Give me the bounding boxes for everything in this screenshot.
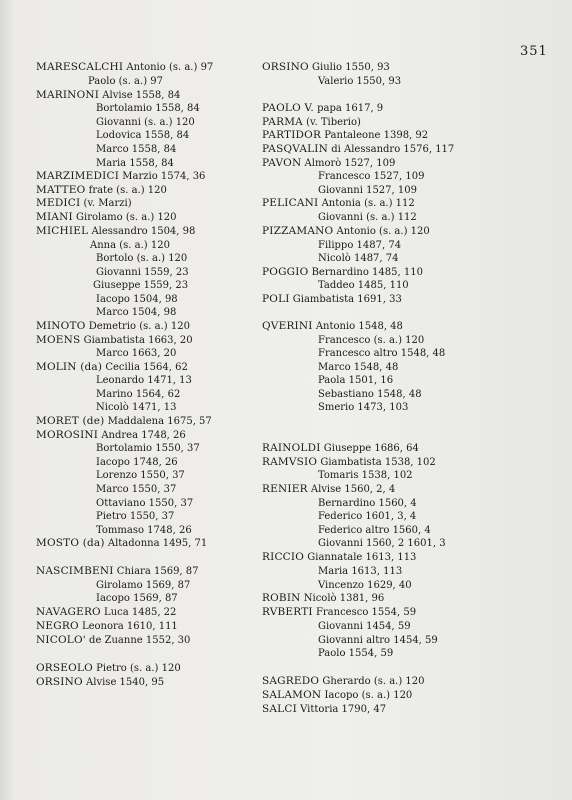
entry-detail: Giannatale 1613, 113 [304,552,417,563]
entry-surname: PAOLO V. [262,102,314,114]
entry-detail: Andrea 1748, 26 [98,430,186,441]
entry-detail: Nicolò 1471, 13 [96,402,177,413]
entry-detail: Giovanni altro 1454, 59 [318,635,438,646]
right-index-entry [318,279,409,292]
right-index-entry [262,442,419,455]
right-index-entry [318,634,438,647]
entry-surname: ROBIN [262,592,301,604]
entry-surname: RICCIO [262,551,305,563]
entry-detail: Francesco (s. a.) 120 [318,335,425,346]
entry-detail: Bortolamio 1550, 37 [96,443,200,454]
right-index-entry [262,689,412,702]
right-index-entry [318,537,446,550]
entry-detail: Iacopo 1504, 98 [96,294,178,305]
entry-detail: Alvise 1558, 84 [99,90,181,101]
entry-detail: Antonio (s. a.) 97 [123,62,214,73]
entry-detail: Marco 1663, 20 [96,348,177,359]
right-index-entry [318,347,445,360]
entry-surname: RAINOLDI [262,442,321,454]
entry-surname: POGGIO [262,266,309,278]
entry-detail: Sebastiano 1548, 48 [318,389,422,400]
entry-detail: Anna (s. a.) 120 [90,240,170,251]
entry-detail: Pietro 1550, 37 [96,511,175,522]
entry-surname: ORSEOLO [36,662,93,674]
entry-surname: MOROSINI [36,429,99,441]
right-index-entry [262,102,383,115]
entry-detail: Giulio 1550, 93 [308,62,390,73]
entry-detail: Marino 1564, 62 [96,389,181,400]
page-number: 351 [520,44,548,59]
entry-surname: QVERINI [262,320,313,332]
entry-detail: Marco 1504, 98 [96,307,177,318]
entry-detail: Lodovica 1558, 84 [96,130,190,141]
entry-detail: Bernardino 1485, 110 [308,267,423,278]
entry-detail: Lorenzo 1550, 37 [96,470,185,481]
right-index-entry [318,252,399,265]
right-index-entry [318,401,408,414]
right-index-entry [262,320,403,333]
entry-detail: Bortolo (s. a.) 120 [96,253,188,264]
entry-detail: Marzio 1574, 36 [119,171,206,182]
entry-detail: Demetrio (s. a.) 120 [85,321,190,332]
entry-detail: Pantaleone 1398, 92 [321,130,429,141]
entry-detail: Smerio 1473, 103 [318,402,409,413]
right-index-entry [318,211,417,224]
entry-detail: Iacopo (s. a.) 120 [321,690,413,701]
entry-detail: Altadonna 1495, 71 [104,538,208,549]
entry-detail: Ottaviano 1550, 37 [96,498,194,509]
entry-detail: Paola 1501, 16 [318,375,394,386]
entry-detail: Giovanni 1560, 2 1601, 3 [318,538,446,549]
right-index-entry [262,675,425,688]
entry-detail: Giambatista 1538, 102 [317,457,436,468]
entry-detail: Leonora 1610, 111 [78,621,178,632]
entry-detail: Leonardo 1471, 13 [96,375,192,386]
entry-detail: Maria 1613, 113 [318,566,403,577]
entry-detail: Giovanni 1454, 59 [318,621,411,632]
entry-surname: PARMA [262,116,303,128]
entry-detail: Filippo 1487, 74 [318,240,402,251]
entry-detail: (v. Tiberio) [302,117,361,128]
entry-surname: PASQVALIN [262,143,329,155]
entry-detail: Giuseppe 1559, 23 [93,280,189,291]
right-index-entry [262,266,423,279]
right-index-entry [318,184,417,197]
right-index-entry [262,129,428,142]
entry-detail: Francesco altro 1548, 48 [318,348,446,359]
entry-detail: Tomaris 1538, 102 [318,470,413,481]
right-index-entry [318,75,401,88]
entry-surname: POLI [262,293,290,305]
entry-surname: MINOTO [36,320,86,332]
entry-surname: SALAMON [262,689,322,701]
entry-detail: Paolo (s. a.) 97 [88,76,163,87]
entry-detail: Gherardo (s. a.) 120 [319,676,425,687]
entry-detail: Cecilia 1564, 62 [102,362,188,373]
entry-detail: Bernardino 1560, 4 [318,498,417,509]
right-index-entry [318,239,401,252]
entry-detail: Antonia (s. a.) 112 [318,198,415,209]
entry-detail: Alvise 1560, 2, 4 [307,484,396,495]
entry-detail: Iacopo 1569, 87 [96,593,178,604]
entry-surname: MOLIN (da) [36,361,103,373]
entry-surname: RAMVSIO [262,456,318,468]
entry-surname: RENIER [262,483,308,495]
entry-detail: Chiara 1569, 87 [113,566,199,577]
right-index-entry [318,361,398,374]
entry-detail: Giambatista 1691, 33 [289,294,402,305]
entry-detail: frate (s. a.) 120 [85,185,167,196]
right-index-entry [318,170,424,183]
entry-detail: Giovanni 1527, 109 [318,185,417,196]
right-index-entry [318,524,431,537]
entry-detail: Alvise 1540, 95 [82,677,165,688]
entry-surname: MOENS [36,334,81,346]
entry-surname: PAVON [262,157,302,169]
entry-detail: Almorò 1527, 109 [301,158,396,169]
right-index-entry [318,497,417,510]
right-index-entry [262,197,415,210]
right-index-entry [262,606,416,619]
entry-detail: Nicolò 1487, 74 [318,253,399,264]
right-index-entry [318,374,393,387]
entry-detail: Vittoria 1790, 47 [296,704,387,715]
entry-surname: ORSINO [262,61,309,73]
right-index-entry [262,293,402,306]
entry-detail: Giuseppe 1686, 64 [320,443,419,454]
entry-detail: Taddeo 1485, 110 [318,280,409,291]
right-index-entry [318,388,422,401]
entry-detail: Giovanni 1559, 23 [96,267,189,278]
entry-detail: Girolamo (s. a.) 120 [72,212,177,223]
right-index-entry [318,565,402,578]
right-index-entry [262,61,390,74]
entry-detail: papa 1617, 9 [313,103,384,114]
entry-surname: NASCIMBENI [36,565,114,577]
entry-detail: (v. Marzi) [80,198,132,209]
entry-surname: SAGREDO [262,675,320,687]
right-index-entry [262,592,384,605]
right-index-entry [262,456,436,469]
entry-detail: Paolo 1554, 59 [318,648,394,659]
entry-detail: Girolamo 1569, 87 [96,580,191,591]
right-index-entry [262,703,386,716]
entry-surname: MARZIMEDICI [36,170,120,182]
entry-surname: NEGRO [36,620,79,632]
right-index-entry [262,551,416,564]
entry-detail: Giambatista 1663, 20 [80,335,193,346]
entry-detail: Federico altro 1560, 4 [318,525,431,536]
right-index-entry [262,225,430,238]
entry-surname: NAVAGERO [36,606,101,618]
entry-detail: Marco 1558, 84 [96,144,177,155]
entry-detail: Nicolò 1381, 96 [300,593,385,604]
entry-detail: Iacopo 1748, 26 [96,457,178,468]
entry-detail: Antonio 1548, 48 [312,321,403,332]
entry-surname: ORSINO [36,676,83,688]
entry-surname: PARTIDOR [262,129,322,141]
entry-detail: Valerio 1550, 93 [318,76,402,87]
entry-surname: MOSTO (da) [36,537,105,549]
right-index-entry [318,469,413,482]
entry-detail: Marco 1548, 48 [318,362,399,373]
entry-surname: MARESCALCHI [36,61,124,73]
entry-surname: MICHIEL [36,225,89,237]
entry-surname: MATTEO [36,184,86,196]
right-index-entry [318,510,416,523]
entry-detail: Francesco 1527, 109 [318,171,425,182]
entry-detail: Tommaso 1748, 26 [96,525,192,536]
right-index-entry [318,579,412,592]
right-index-entry [262,116,361,129]
entry-detail: Giovanni (s. a.) 120 [96,117,195,128]
entry-detail: Antonio (s. a.) 120 [333,226,430,237]
entry-detail: de Zuanne 1552, 30 [85,635,191,646]
entry-surname: NICOLO' [36,634,86,646]
entry-detail: di Alessandro 1576, 117 [328,144,455,155]
entry-surname: MIANI [36,211,73,223]
right-index-entry [262,143,454,156]
entry-detail: Vincenzo 1629, 40 [318,580,412,591]
entry-surname: RVBERTI [262,606,313,618]
right-index-entry [318,620,411,633]
entry-detail: Alessandro 1504, 98 [88,226,196,237]
entry-detail: Luca 1485, 22 [100,607,177,618]
right-index-entry [262,483,395,496]
entry-detail: Federico 1601, 3, 4 [318,511,417,522]
right-index-entry [262,157,395,170]
entry-detail: Maria 1558, 84 [96,158,174,169]
entry-surname: MORET (de) [36,415,105,427]
entry-detail: Pietro (s. a.) 120 [92,663,181,674]
entry-surname: PIZZAMANO [262,225,334,237]
entry-detail: Francesco 1554, 59 [312,607,417,618]
right-index-entry [318,647,393,660]
entry-surname: MEDICI [36,197,81,209]
entry-surname: SALCI [262,703,297,715]
entry-detail: Marco 1550, 37 [96,484,177,495]
entry-detail: Giovanni (s. a.) 112 [318,212,417,223]
entry-surname: PELICANI [262,197,319,209]
right-index-entry [318,334,424,347]
entry-detail: Bortolamio 1558, 84 [96,103,200,114]
entry-surname: MARINONI [36,89,100,101]
entry-detail: Maddalena 1675, 57 [104,416,212,427]
